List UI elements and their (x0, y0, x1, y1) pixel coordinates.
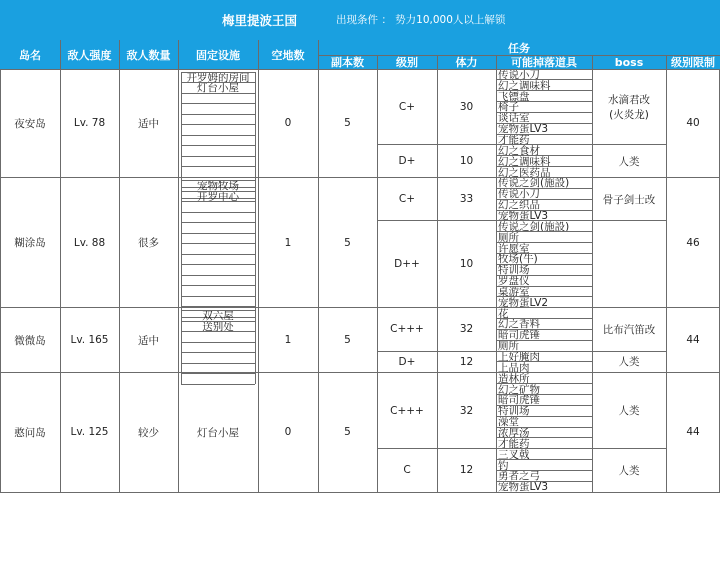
drop-divider (496, 416, 592, 417)
header-divider (119, 40, 120, 69)
drop-divider (496, 253, 592, 254)
task-boss (592, 69, 666, 145)
drop-divider (496, 264, 592, 265)
drop-item: 传说之剑(施設) (498, 177, 570, 189)
vacancy-count: 1 (284, 334, 292, 347)
facility-divider (181, 72, 255, 73)
task-stamina: 32 (459, 404, 474, 417)
task-boss (592, 308, 666, 351)
header-level-limit: 级别限制 (666, 55, 720, 69)
header-strength: 敌人强度 (60, 40, 119, 69)
facility (181, 332, 255, 343)
drop-item: 厕所 (498, 231, 519, 243)
drop-divider (496, 340, 592, 341)
facility-divider (181, 124, 255, 125)
task-stamina: 32 (459, 323, 474, 336)
drop-item: 牧场(牛) (498, 253, 538, 265)
enemy-strength: Lv. 125 (70, 426, 109, 439)
facility (181, 104, 255, 115)
drop-item: 幻之食材 (498, 144, 540, 156)
drop-item: 幻之织品 (498, 199, 540, 211)
drop-divider (496, 361, 592, 362)
column-divider (60, 69, 61, 492)
header-island: 岛名 (0, 40, 60, 69)
drop-item: 造林所 (498, 372, 530, 384)
drop-item: 暗司虎锤 (498, 394, 540, 406)
drop-item: 飞镖盘 (498, 90, 530, 102)
drop-item: 传说之剑(施設) (498, 220, 570, 232)
facility: 灯台小屋 (197, 82, 239, 93)
facility (181, 167, 255, 178)
header-task: 任务 (318, 40, 720, 55)
header-divider (377, 55, 378, 69)
facility-divider (181, 296, 255, 297)
task-grade: C+++ (390, 323, 424, 336)
facility-divider (181, 363, 255, 364)
drop-divider (496, 318, 592, 319)
drop-item: 罗盘仪 (498, 275, 530, 286)
header-count: 敌人数量 (119, 40, 178, 69)
drop-divider (496, 134, 592, 135)
facility-divider (181, 275, 255, 276)
column-divider (318, 69, 319, 492)
facility-divider (181, 103, 255, 104)
facility-box-edge (181, 181, 182, 318)
column-divider (437, 69, 438, 492)
facility (181, 212, 255, 223)
header-dungeons: 副本数 (318, 55, 377, 69)
column-divider (592, 69, 593, 492)
task-divider (377, 220, 666, 221)
task-stamina: 12 (459, 355, 474, 368)
drop-item: 谈话室 (498, 112, 530, 124)
drop-item: 特训场 (498, 405, 530, 417)
table-border (0, 69, 1, 492)
facility (181, 342, 255, 353)
facility-divider (181, 321, 255, 322)
page-title: 梅里提波王国 (222, 13, 298, 28)
island-divider (0, 492, 720, 493)
boss-name: (火炎龙) (609, 108, 649, 121)
facility-divider (181, 166, 255, 167)
enemy-count: 适中 (138, 334, 159, 347)
facility-divider (181, 331, 255, 332)
facility (181, 125, 255, 136)
drop-divider (496, 155, 592, 156)
drop-divider (496, 481, 592, 482)
drop-item: 勇者之弓 (498, 470, 540, 482)
facility: 灯台小屋 (197, 426, 239, 439)
drop-item: 幻之调味料 (498, 79, 551, 91)
drop-divider (496, 231, 592, 232)
drop-item: 传说小刀 (498, 69, 540, 80)
facility: 宠物牧场 (197, 180, 239, 191)
header-boss: boss (592, 55, 666, 69)
drop-item: 幻之矿物 (498, 383, 540, 395)
enemy-count: 较少 (138, 426, 159, 439)
facility-divider (181, 156, 255, 157)
island-name: 憨问岛 (14, 426, 46, 439)
facility-divider (181, 93, 255, 94)
task-grade: C+ (398, 193, 416, 206)
task-boss (592, 178, 666, 221)
dungeon-count: 5 (344, 426, 351, 439)
drop-divider (496, 459, 592, 460)
drop-divider (496, 383, 592, 384)
facility (181, 223, 255, 234)
facility (181, 254, 255, 265)
drop-divider (496, 286, 592, 287)
task-stamina: 33 (459, 193, 474, 206)
drop-divider (496, 79, 592, 80)
level-limit: 44 (686, 334, 700, 347)
drop-item: 暗司虎锤 (498, 329, 540, 341)
facility-divider (181, 201, 255, 202)
facility-divider (181, 145, 255, 146)
task-grade: D+ (398, 155, 416, 168)
task-stamina: 10 (459, 258, 474, 271)
drop-item: 厕所 (498, 340, 519, 352)
drop-divider (496, 405, 592, 406)
facility-divider (181, 135, 255, 136)
boss-name: 骨子剑士改 (602, 193, 656, 206)
facility (181, 296, 255, 307)
level-limit: 46 (686, 236, 700, 249)
island-name: 糊涂岛 (14, 237, 46, 250)
facility-divider (181, 310, 255, 311)
facility-divider (181, 233, 255, 234)
drop-divider (496, 90, 592, 91)
header-divider (666, 55, 667, 69)
enemy-count: 很多 (138, 237, 159, 250)
column-divider (119, 69, 120, 492)
drop-divider (496, 427, 592, 428)
facility-divider (181, 352, 255, 353)
task-grade: C+++ (390, 404, 424, 417)
column-divider (377, 69, 378, 492)
drop-divider (496, 112, 592, 113)
drop-item: 浓厚汤 (498, 427, 530, 438)
level-limit: 40 (686, 117, 700, 130)
drop-item: 才能药 (498, 437, 530, 449)
boss-name: 人类 (618, 356, 640, 369)
drop-divider (496, 329, 592, 330)
header-grade: 级别 (377, 55, 437, 69)
drop-item: 上好腌肉 (498, 351, 540, 362)
drop-item: 宠物蛋LV3 (498, 210, 549, 221)
drop-item: 许愿室 (498, 242, 530, 254)
header-stamina: 体力 (437, 55, 496, 69)
island-name: 微微岛 (14, 334, 46, 347)
column-divider (178, 69, 179, 492)
header-divider (318, 55, 720, 56)
vacancy-count: 1 (284, 236, 292, 249)
drop-divider (496, 275, 592, 276)
drop-divider (496, 210, 592, 211)
drop-item: 特训场 (498, 264, 530, 276)
drop-item: 桌游室 (498, 286, 530, 297)
facility-divider (181, 254, 255, 255)
dungeon-count: 5 (344, 236, 351, 249)
boss-name: 人类 (618, 464, 640, 477)
column-divider (258, 69, 259, 492)
header-divider (60, 40, 61, 69)
header-divider (496, 55, 497, 69)
drop-item: 宠物蛋LV2 (498, 296, 549, 308)
facility (181, 286, 255, 297)
task-boss (592, 449, 666, 492)
boss-name: 人类 (618, 155, 640, 168)
facility: 开罗姆的房间 (186, 72, 250, 83)
facility (181, 156, 255, 167)
drop-divider (496, 101, 592, 102)
drop-divider (496, 242, 592, 243)
facility-divider (181, 180, 255, 181)
facility (181, 244, 255, 255)
facility (181, 265, 255, 276)
drop-item: 花 (498, 307, 509, 319)
header-divider (178, 40, 179, 69)
drop-item: 传说小刀 (498, 188, 540, 200)
header-vacancy: 空地数 (258, 40, 318, 69)
facility-divider (181, 114, 255, 115)
facility (181, 135, 255, 146)
island-name: 夜安岛 (14, 117, 46, 130)
facility-divider (181, 191, 255, 192)
drop-divider (496, 166, 592, 167)
drop-item: 上品肉 (498, 361, 530, 373)
facility (181, 353, 255, 364)
task-divider (377, 144, 666, 145)
task-stamina: 12 (459, 464, 474, 477)
task-divider (377, 351, 666, 352)
dungeon-count: 5 (344, 117, 351, 130)
drop-divider (496, 437, 592, 438)
dungeon-count: 5 (344, 334, 351, 347)
drop-item: 宠物蛋LV3 (498, 123, 549, 135)
facility-box-edge (255, 181, 256, 318)
task-divider (377, 448, 666, 449)
facility-divider (181, 264, 255, 265)
drop-item: 椅子 (498, 101, 519, 113)
drop-item: 幻之香料 (498, 318, 540, 330)
task-boss (592, 145, 666, 178)
facility: 送别处 (202, 321, 234, 332)
facility (181, 114, 255, 125)
facility: 开罗中心 (197, 191, 239, 202)
drop-divider (496, 296, 592, 297)
drop-item: 澡堂 (498, 416, 519, 428)
header-divider (437, 55, 438, 69)
facility (181, 233, 255, 244)
boss-name: 水滴君改 (608, 93, 650, 106)
enemy-strength: Lv. 165 (70, 334, 109, 347)
facility-divider (181, 243, 255, 244)
column-divider (496, 69, 497, 492)
task-boss (592, 221, 666, 308)
facility (181, 93, 255, 104)
facility-divider (181, 82, 255, 83)
drop-item: 幻之医药品 (498, 166, 551, 178)
task-stamina: 30 (459, 100, 474, 113)
vacancy-count: 0 (284, 426, 292, 439)
boss-name: 人类 (618, 405, 640, 418)
drop-item: 才能药 (498, 134, 530, 145)
header-drops: 可能掉落道具 (496, 55, 592, 69)
task-grade: C (403, 464, 411, 477)
header-divider (592, 55, 593, 69)
boss-name: 比布汽笛改 (602, 323, 656, 336)
task-boss (592, 373, 666, 449)
drop-item: 钓 (498, 459, 509, 471)
facility-divider (181, 212, 255, 213)
facility (181, 202, 255, 213)
drop-item: 宠物蛋LV3 (498, 481, 549, 493)
task-grade: D+ (398, 355, 416, 368)
level-limit: 44 (686, 426, 700, 439)
facility-divider (181, 342, 255, 343)
header-bottom-border (0, 69, 720, 70)
task-grade: D++ (394, 258, 420, 271)
drop-divider (496, 394, 592, 395)
header-divider (258, 40, 259, 69)
header-facilities: 固定设施 (178, 40, 258, 69)
task-stamina: 10 (459, 155, 474, 168)
facility (181, 146, 255, 157)
drop-divider (496, 123, 592, 124)
facility (181, 275, 255, 286)
facility-divider (181, 222, 255, 223)
drop-item: 三叉戟 (498, 448, 530, 460)
drop-divider (496, 470, 592, 471)
enemy-strength: Lv. 78 (73, 117, 106, 130)
drop-item: 幻之调味料 (498, 155, 551, 167)
facility-divider (181, 285, 255, 286)
vacancy-count: 0 (284, 117, 292, 130)
enemy-strength: Lv. 88 (73, 236, 106, 249)
task-grade: C+ (398, 100, 416, 113)
drop-divider (496, 188, 592, 189)
column-divider (666, 69, 667, 492)
task-boss (592, 351, 666, 373)
unlock-condition: 出现条件 ： 势力10,000人以上解锁 (336, 14, 506, 26)
enemy-count: 适中 (138, 117, 159, 130)
facility: 双六屋 (202, 310, 234, 322)
drop-divider (496, 199, 592, 200)
